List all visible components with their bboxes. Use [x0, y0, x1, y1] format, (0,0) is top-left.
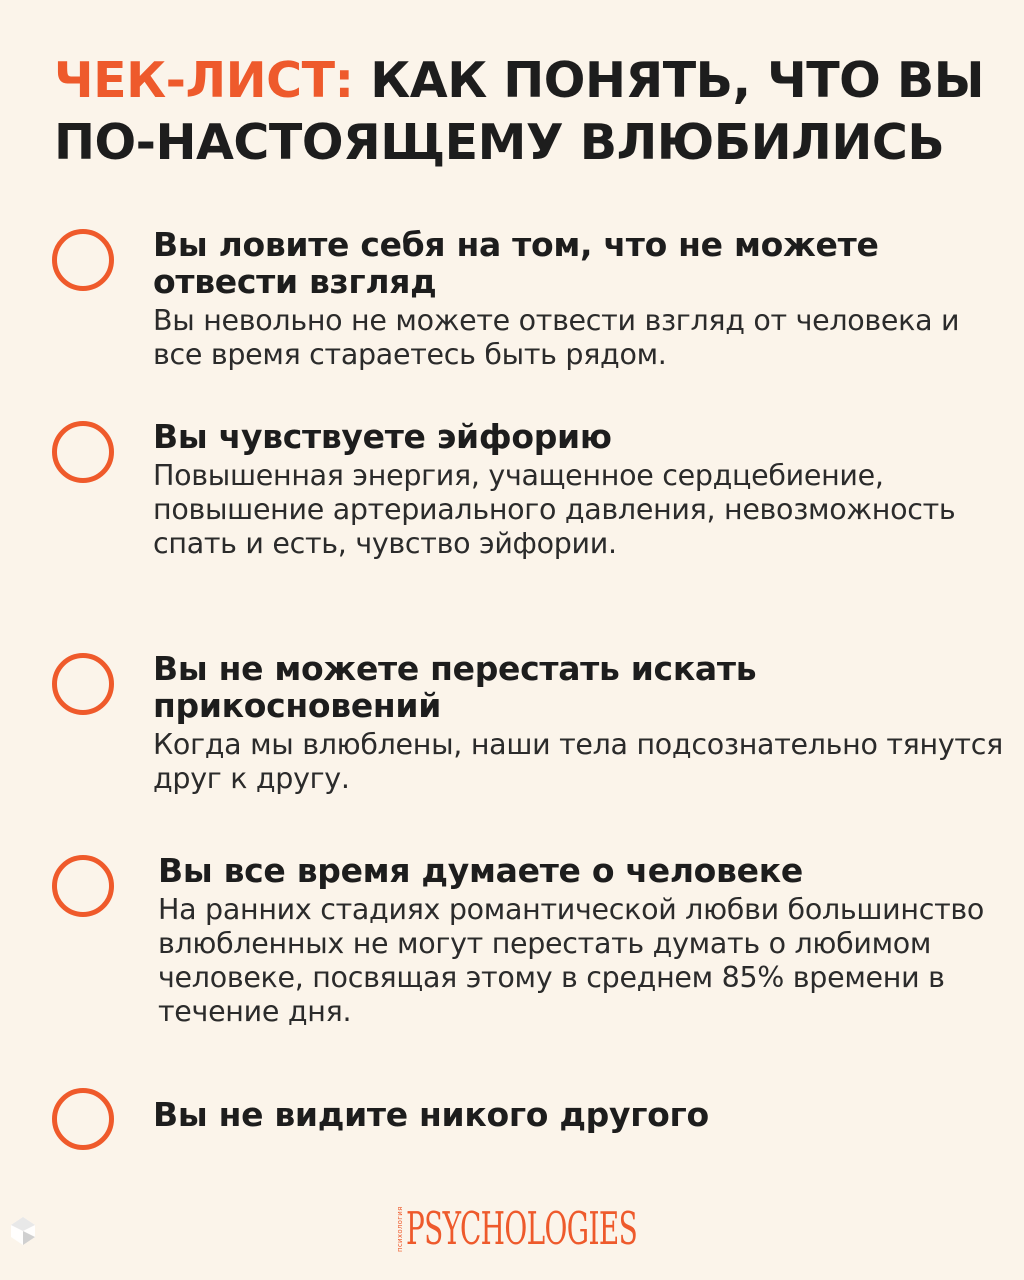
item-description: Вы невольно не можете отвести взгляд от человека и все время стараетесь быть рядом. — [153, 304, 960, 371]
psychologies-logo — [396, 1202, 779, 1255]
item-description: Когда мы влюблены, наши тела подсознательно тянутся друг к другу. — [153, 728, 1003, 795]
item-description: На ранних стадиях романтической любви большинство влюбленных не могут перестать думать о любимом человеке, посвящая этому в среднем 85% времени в течение дня. — [158, 893, 985, 1028]
checkbox-circle-icon[interactable] — [52, 229, 114, 291]
item-title: Вы все время думаете о человеке — [158, 851, 803, 890]
item-text — [153, 418, 1003, 561]
item-title: Вы не можете перестать искать прикосновений — [153, 649, 757, 725]
checkbox-circle-icon[interactable] — [52, 1088, 114, 1150]
item-title: Вы чувствуете эйфорию — [153, 417, 612, 456]
item-title: Вы не видите никого другого — [153, 1095, 709, 1134]
title-accent: ЧЕК-ЛИСТ: — [54, 52, 354, 109]
logo-small-text: психология — [396, 1206, 404, 1252]
item-text — [153, 650, 1003, 796]
checkbox-circle-icon[interactable] — [52, 421, 114, 483]
item-text — [153, 226, 1003, 372]
item-description: Повышенная энергия, учащенное сердцебиение, повышение артериального давления, невозможность спать и есть, чувство эйфории. — [153, 459, 956, 560]
gem-icon — [6, 1214, 40, 1248]
page-title — [54, 50, 994, 174]
checkbox-circle-icon[interactable] — [52, 855, 114, 917]
item-text — [158, 852, 1008, 1029]
checkbox-circle-icon[interactable] — [52, 653, 114, 715]
title-rest: КАК ПОНЯТЬ, ЧТО ВЫ ПО-НАСТОЯЩЕМУ ВЛЮБИЛИСЬ — [54, 52, 985, 171]
item-text — [153, 1096, 1003, 1133]
logo-text: PSYCHOLOGIES — [406, 1202, 638, 1255]
item-title: Вы ловите себя на том, что не можете отвести взгляд — [153, 225, 879, 301]
